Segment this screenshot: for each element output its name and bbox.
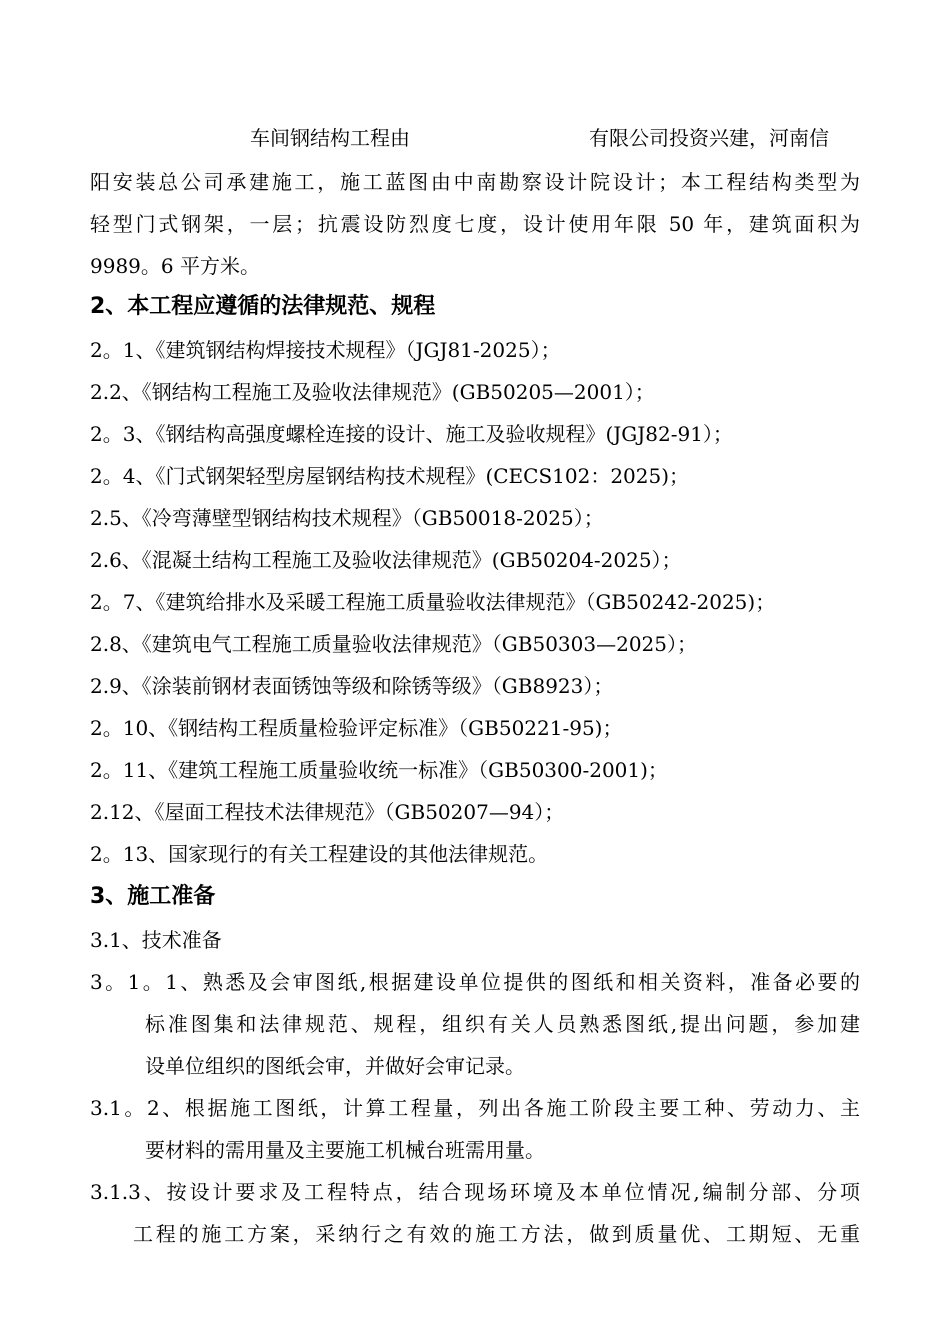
intro-line-2: 阳安装总公司承建施工，施工蓝图由中南勘察设计院设计；本工程结构类型为 <box>90 170 860 194</box>
intro-line-1a: 车间钢结构工程由 <box>250 126 410 150</box>
regulation-item: 2.5、《冷弯薄壁型钢结构技术规程》（GB50018-2025）； <box>90 506 604 530</box>
section-3-heading: 3、施工准备 <box>90 884 216 909</box>
regulation-item: 2.2、《钢结构工程施工及验收法律规范》(GB50205—2001）； <box>90 380 655 404</box>
regulation-item: 2.6、《混凝土结构工程施工及验收法律规范》(GB50204-2025）； <box>90 548 682 572</box>
regulation-item: 2。3、《钢结构高强度螺栓连接的设计、施工及验收规程》(JGJ82-91）； <box>90 422 733 446</box>
section-2-heading: 2、本工程应遵循的法律规范、规程 <box>90 294 436 319</box>
regulation-item: 2。10、《钢结构工程质量检验评定标准》（GB50221-95)； <box>90 716 623 740</box>
regulation-item: 2。11、《建筑工程施工质量验收统一标准》（GB50300-2001)； <box>90 758 668 782</box>
regulation-item: 2。7、《建筑给排水及采暖工程施工质量验收法律规范》（GB50242-2025)； <box>90 590 776 614</box>
intro-line-1b: 有限公司投资兴建，河南信 <box>589 126 829 150</box>
regulation-item: 2.9、《涂装前钢材表面锈蚀等级和除锈等级》（GB8923）； <box>90 674 614 698</box>
subsection-3-1-title: 3.1、技术准备 <box>90 928 222 952</box>
regulation-item: 2。4、《门式钢架轻型房屋钢结构技术规程》(CECS102：2025)； <box>90 464 690 488</box>
regulation-item: 2.8、《建筑电气工程施工质量验收法律规范》（GB50303—2025）； <box>90 632 698 656</box>
regulation-item: 2.12、《屋面工程技术法律规范》（GB50207—94）； <box>90 800 565 824</box>
paragraph-3-1-3-line-2: 工程的施工方案，采纳行之有效的施工方法，做到质量优、工期短、无重 <box>133 1222 860 1246</box>
regulation-item: 2。13、国家现行的有关工程建设的其他法律规范。 <box>90 842 549 866</box>
paragraph-3-1-1-line-1: 3。1。1、熟悉及会审图纸,根据建设单位提供的图纸和相关资料，准备必要的 <box>90 970 860 994</box>
paragraph-3-1-1-line-2: 标准图集和法律规范、规程，组织有关人员熟悉图纸,提出问题，参加建 <box>145 1012 860 1036</box>
intro-line-3: 轻型门式钢架，一层；抗震设防烈度七度，设计使用年限 50 年，建筑面积为 <box>90 212 860 236</box>
paragraph-3-1-2-line-1: 3.1。2、根据施工图纸，计算工程量，列出各施工阶段主要工种、劳动力、主 <box>90 1096 860 1120</box>
regulation-item: 2。1、《建筑钢结构焊接技术规程》（JGJ81-2025）； <box>90 338 561 362</box>
paragraph-3-1-2-line-2: 要材料的需用量及主要施工机械台班需用量。 <box>145 1138 545 1162</box>
paragraph-3-1-3-line-1: 3.1.3、按设计要求及工程特点，结合现场环境及本单位情况,编制分部、分项 <box>90 1180 860 1204</box>
intro-line-4: 9989。6 平方米。 <box>90 254 260 278</box>
paragraph-3-1-1-line-3: 设单位组织的图纸会审，并做好会审记录。 <box>145 1054 525 1078</box>
